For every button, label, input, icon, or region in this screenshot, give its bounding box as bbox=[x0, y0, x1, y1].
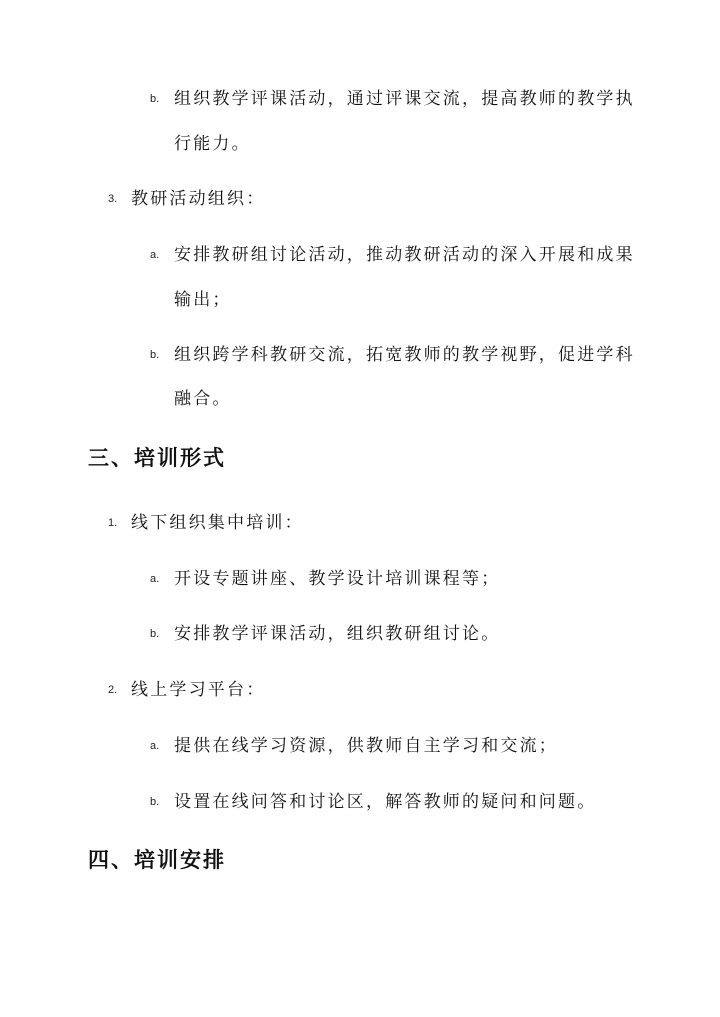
sub-item-text: 提供在线学习资源，供教师自主学习和交流； bbox=[174, 736, 558, 756]
list-item-marker: 3. bbox=[108, 193, 118, 205]
sub-item-marker: a. bbox=[150, 740, 160, 752]
sub-item-marker: b. bbox=[150, 796, 160, 808]
sub-item-marker: b. bbox=[150, 628, 160, 640]
sub-item-text: 组织跨学科教研交流，拓宽教师的教学视野，促进学科 bbox=[174, 345, 635, 365]
list-item-text: 教研活动组织： bbox=[131, 189, 266, 209]
sub-item-marker: a. bbox=[150, 249, 160, 261]
list-item-text: 线上学习平台： bbox=[131, 680, 266, 700]
sub-item-marker: a. bbox=[150, 573, 160, 585]
sub-item-text: 设置在线问答和讨论区，解答教师的疑问和问题。 bbox=[174, 792, 597, 812]
section-heading: 三、培训形式 bbox=[88, 446, 226, 470]
list-item-marker: 1. bbox=[108, 517, 118, 529]
sub-item-text: 组织教学评课活动，通过评课交流，提高教师的教学执 bbox=[174, 89, 635, 109]
sub-item-marker: b. bbox=[150, 349, 160, 361]
sub-item-text: 开设专题讲座、教学设计培训课程等； bbox=[174, 569, 501, 589]
sub-item-marker: b. bbox=[150, 93, 160, 105]
list-item-marker: 2. bbox=[108, 684, 118, 696]
sub-item-text-continued: 行能力。 bbox=[174, 134, 251, 154]
section-heading: 四、培训安排 bbox=[88, 848, 226, 872]
list-item-text: 线下组织集中培训： bbox=[131, 513, 304, 533]
sub-item-text: 安排教学评课活动，组织教研组讨论。 bbox=[174, 624, 501, 644]
sub-item-text: 安排教研组讨论活动，推动教研活动的深入开展和成果 bbox=[174, 245, 635, 265]
sub-item-text-continued: 输出； bbox=[174, 290, 232, 310]
sub-item-text-continued: 融合。 bbox=[174, 389, 232, 409]
